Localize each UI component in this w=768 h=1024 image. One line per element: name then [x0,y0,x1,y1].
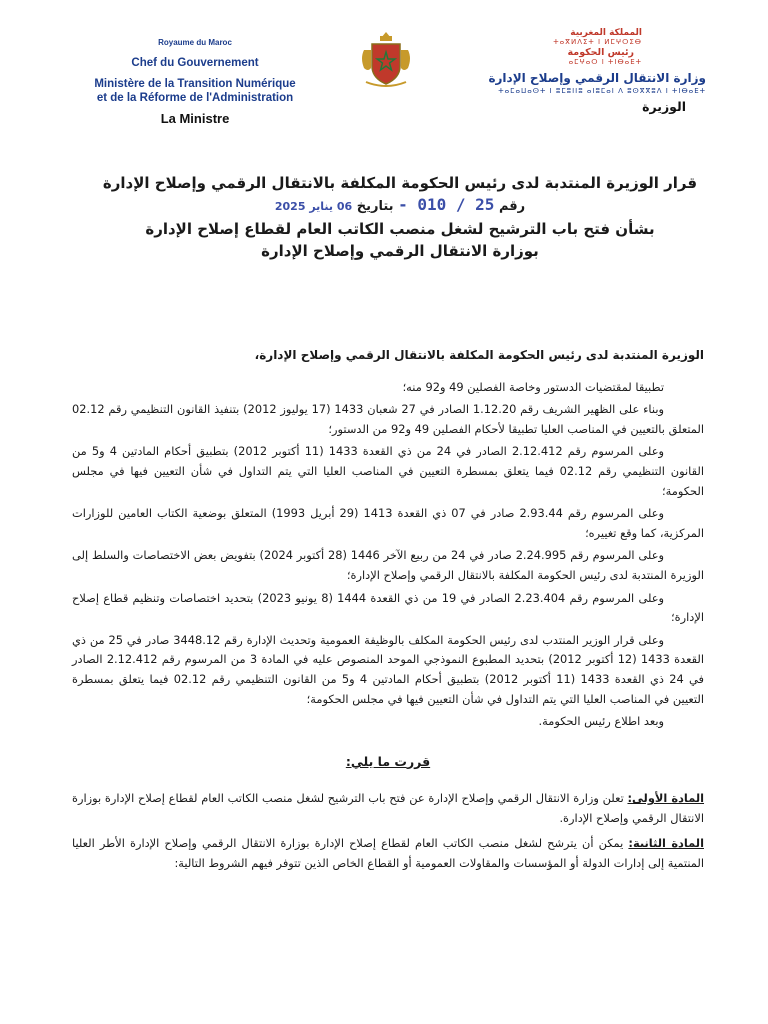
recital: وعلى المرسوم رقم 2.24.995 صادر في 24 من ربيع الآخر 1446 (28 أكتوبر 2024) بتفويض بعض الاختصاصات والسلط إلى الوزيرة المنتدبة لدى رئيس الحكومة المكلفة بالانتقال الرقمي وإصلاح الإدارة؛ [72,548,704,582]
article-2-label: المادة الثانية: [628,836,704,851]
decision-number: 25 / 010 - [398,195,495,214]
recital: تطبيقا لمقتضيات الدستور وخاصة الفصلين 49 و92 منه؛ [402,379,664,394]
recital: وبناء على الظهير الشريف رقم 1.12.20 الصادر في 27 شعبان 1433 (17 يوليوز 2012) بتنفيذ القانون التنظيمي رقم 02.12 المتعلق بالتعيين في المناصب العليا تطبيقا لأحكام الفصلين 49 و92 من الدستور؛ [72,402,704,436]
article-2-text: يمكن أن يترشح لشغل منصب الكاتب العام لقطاع إصلاح الإدارة بوزارة الانتقال الرقمي وإصلاح الإدارة الأطر العليا المنتمية إلى إدارات الدولة أو المؤسسات والمقاولات العمومية أو القطاع الخاص الذين تتوفر فيهم الشروط التالية: [72,836,704,871]
header-french [60,38,330,126]
royal-emblem-icon [358,28,414,92]
title-line1: قرار الوزيرة المنتدبة لدى رئيس الحكومة المكلفة بالانتقال الرقمي وإصلاح الإدارة [102,174,698,192]
header-arabic [476,28,706,114]
decision-body [72,346,704,877]
article-2 [72,834,704,873]
opening-statement: الوزيرة المنتدبة لدى رئيس الحكومة المكلفة بالانتقال الرقمي وإصلاح الإدارة، [254,348,704,362]
article-1 [72,789,704,828]
minister-label-fr: La Ministre [160,111,230,126]
recital: وعلى المرسوم رقم 2.23.404 الصادر في 19 من ذي القعدة 1444 (8 يونيو 2023) بتحديد اختصاصات وتنظيم قطاع إصلاح الإدارة؛ [72,590,704,625]
government-label-fr: Chef du Gouvernement [131,57,259,69]
article-1-text: تعلن وزارة الانتقال الرقمي وإصلاح الإدارة عن فتح باب الترشيح لشغل منصب الكاتب العام لقطاع إصلاح الإدارة بوزارة الانتقال الرقمي وإصلاح الإدارة. [72,791,704,825]
minister-label-ar: الوزيرة [642,99,686,114]
title-line4: بوزارة الانتقال الرقمي وإصلاح الإدارة [261,242,539,260]
date-label: بتاريخ [356,199,394,214]
ministry-label-ar: وزارة الانتقال الرقمي وإصلاح الإدارة [488,71,706,85]
ministry-line2-fr: et de la Réforme de l'Administration [96,92,294,104]
government-label-ar: رئيس الحكومة [567,47,634,58]
title-line3: بشأن فتح باب الترشيح لشغل منصب الكاتب العام لقطاع إصلاح الإدارة [145,220,655,238]
recital: وعلى المرسوم رقم 2.93.44 صادر في 07 ذي القعدة 1413 (29 أبريل 1993) المتعلق بوضعية الكتاب العامين للوزارات المركزية، كما وقع تغييره؛ [72,506,704,540]
recital: وبعد اطلاع رئيس الحكومة. [538,714,664,729]
ministry-line1-fr: Ministère de la Transition Numérique [94,78,296,90]
decision-date: 06 يناير 2025 [274,200,353,213]
kingdom-label-fr: Royaume du Maroc [158,38,232,47]
recital: وعلى قرار الوزير المنتدب لدى رئيس الحكومة المكلف بالوظيفة العمومية وتحديث الإدارة رقم 3448.12 صادر في 25 من ذي القعدة 1433 (12 أكتوبر 2012) بتحديد المطبوع النموذجي الموحد المنصوص عليه في المادة 3 من المرسوم رقم 2.12.412 الصادر في 24 ذي القعدة 1433 (11 أكتوبر 2012) بتطبيق أحكام المادتين 4 و5 من القانون التنظيمي رقم 02.12 فيما يتعلق بمسطرة التعيين في المناصب العليا التي يتم التداول في شأن التعيين فيها في مجلس الحكومة؛ [72,632,704,706]
article-1-label: المادة الأولى: [627,791,705,806]
number-label: رقم [498,199,526,214]
ministry-label-tifinagh: ⵜⴰⵎⴰⵡⴰⵙⵜ ⵏ ⵓⵎⵓⵏⵏⵓ ⴰⵏⵓⵎⴰⵏ ⴷ ⵓⵙⴳⴳⵓⴷ ⵏ ⵜⵏⴱⴰⴹⵜ [498,87,706,95]
decision-title [90,172,710,262]
kingdom-label-tifinagh: ⵜⴰⴳⵍⴷⵉⵜ ⵏ ⵍⵎⵖⵔⵉⴱ [553,38,642,46]
recital: وعلى المرسوم رقم 2.12.412 الصادر في 24 من ذي القعدة 1433 (11 أكتوبر 2012) بتطبيق أحكام المادتين 4 و5 من القانون التنظيمي رقم 02.12 فيما يتعلق بمسطرة التعيين في المناصب العليا التي يتم التداول في شأن التعيين فيها في مجلس الحكومة؛ [72,444,705,498]
government-label-tifinagh: ⴰⵎⵖⴰⵔ ⵏ ⵜⵏⴱⴰⴹⵜ [568,58,642,66]
decided-heading: قررت ما يلي: [345,753,431,769]
title-reference-line [90,194,710,218]
kingdom-label-ar: المملكة المغربية [570,28,642,38]
